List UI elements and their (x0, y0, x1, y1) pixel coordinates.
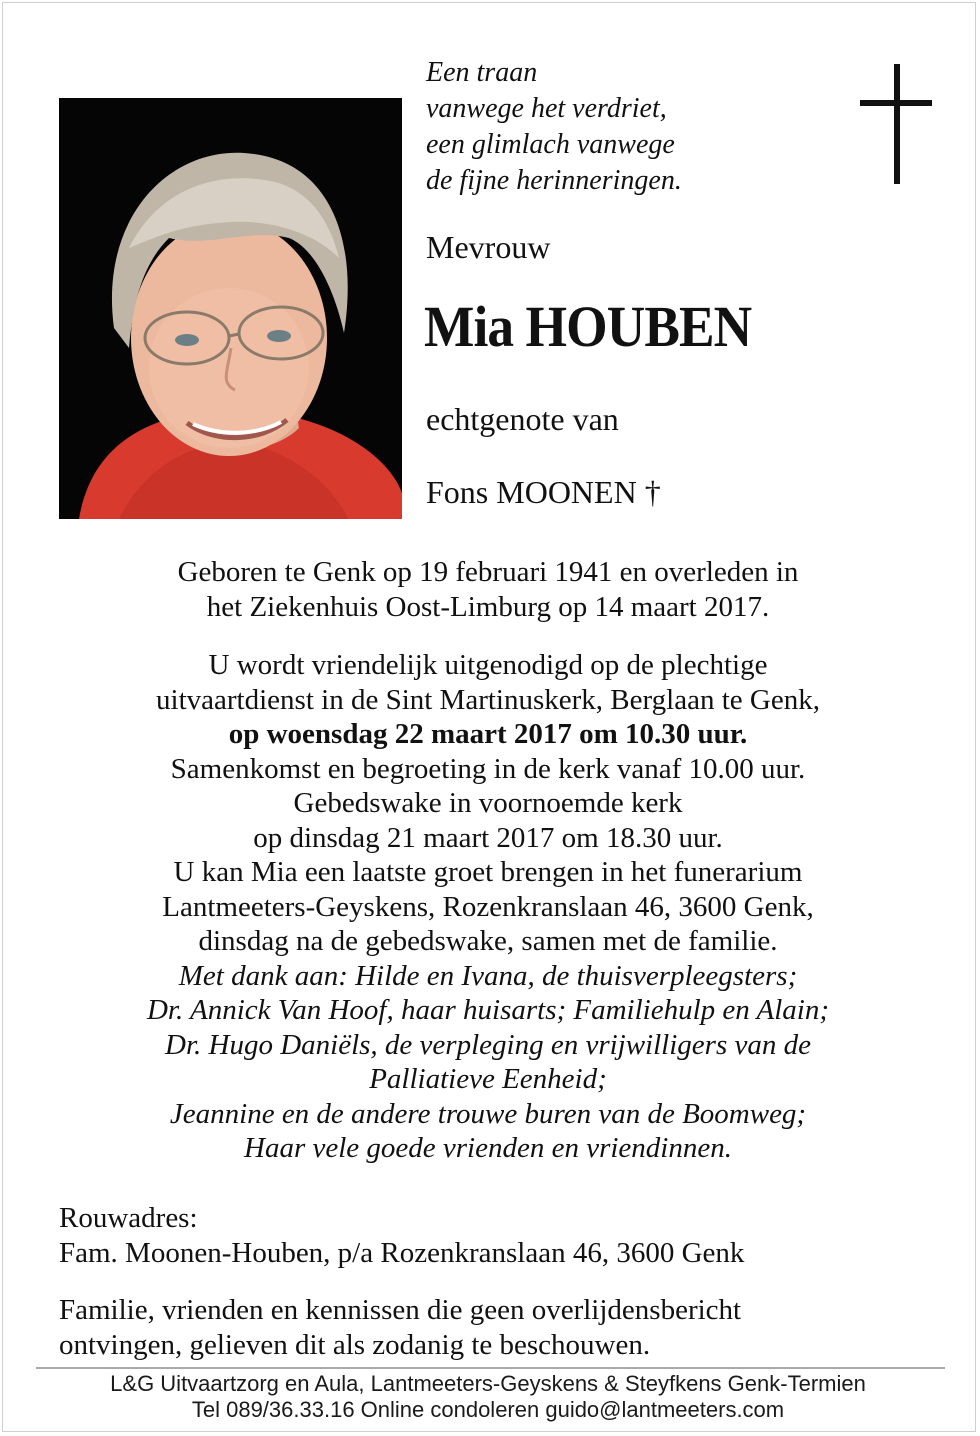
wake-line: op dinsdag 21 maart 2017 om 18.30 uur. (253, 821, 723, 854)
poem-line: Een traan (426, 57, 538, 88)
poem-line: de fijne herinneringen. (426, 165, 682, 196)
honorific: Mevrouw (426, 229, 551, 265)
notice-text (59, 1293, 741, 1363)
thanks-line: Jeannine en de andere trouwe buren van de Boomweg; (169, 1097, 807, 1130)
invite-line: uitvaartdienst in de Sint Martinuskerk, Berglaan te Genk, (156, 683, 820, 716)
birth-death-text (0, 555, 976, 624)
poem (426, 55, 682, 199)
portrait-illustration (59, 98, 402, 519)
thanks-line: Palliatieve Eenheid; (369, 1063, 607, 1095)
notice-line: Familie, vrienden en kennissen die geen overlijdensbericht (59, 1294, 742, 1326)
ceremony-date: op woensdag 22 maart 2017 om 10.30 uur. (228, 718, 748, 750)
visit-line: dinsdag na de gebedswake, samen met de familie. (198, 925, 778, 957)
birth-line: Geboren te Genk op 19 februari 1941 en overleden in (177, 556, 799, 588)
invite-line: U wordt vriendelijk uitgenodigd op de plechtige (208, 649, 768, 681)
poem-line: vanwege het verdriet, (426, 93, 667, 124)
thanks-line: Haar vele goede vrienden en vriendinnen. (244, 1132, 732, 1164)
ceremony-text (0, 648, 976, 1166)
address-value: Fam. Moonen-Houben, p/a Rozenkranslaan 46, 3600 Genk (59, 1237, 745, 1269)
thanks-line: Dr. Annick Van Hoof, haar huisarts; Familiehulp en Alain; (146, 994, 829, 1026)
thanks-line: Met dank aan: Hilde en Ivana, de thuisverpleegsters; (178, 959, 798, 992)
footer-line: L&G Uitvaartzorg en Aula, Lantmeeters-Geyskens & Steyfkens Genk-Termien (110, 1371, 866, 1396)
address-label: Rouwadres: (59, 1202, 198, 1234)
footer-line: Tel 089/36.33.16 Online condoleren guido@lantmeeters.com (191, 1397, 785, 1422)
notice-line: ontvingen, gelieven dit als zodanig te beschouwen. (59, 1329, 651, 1361)
birth-line: het Ziekenhuis Oost-Limburg op 14 maart 2017. (206, 590, 770, 623)
visit-line: U kan Mia een laatste groet brengen in het funerarium (173, 856, 803, 888)
poem-line: een glimlach vanwege (426, 129, 675, 160)
deceased-name: Mia HOUBEN (424, 294, 752, 359)
spouse-name: Fons MOONEN † (426, 474, 661, 510)
portrait-photo (59, 98, 402, 519)
gathering-line: Samenkomst en begroeting in de kerk vanaf 10.00 uur. (170, 752, 806, 785)
thanks-line: Dr. Hugo Daniëls, de verpleging en vrijwilligers van de (165, 1028, 811, 1061)
spouse-label: echtgenote van (426, 401, 619, 437)
wake-line: Gebedswake in voornoemde kerk (293, 787, 683, 819)
visit-line: Lantmeeters-Geyskens, Rozenkranslaan 46, 3600 Genk, (162, 890, 814, 923)
footer-divider (36, 1367, 945, 1369)
mourning-address (59, 1201, 744, 1271)
footer (0, 1371, 976, 1423)
cross-icon (858, 62, 934, 186)
